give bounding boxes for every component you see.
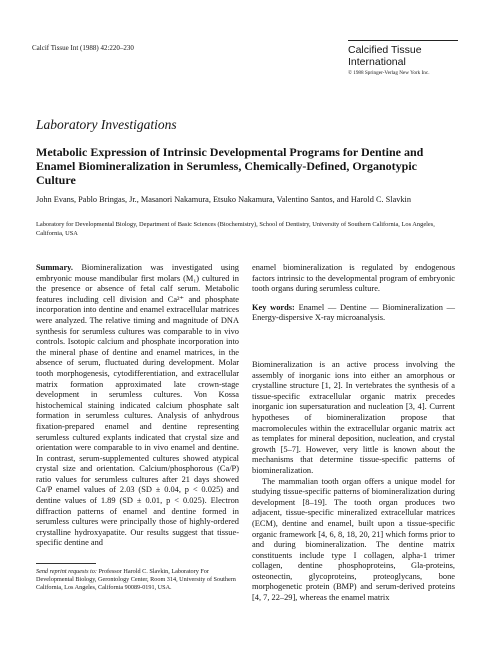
keywords-text: Enamel — Dentine — Biomineralization — Energy-dispersive X-ray microanalysis. [252, 302, 456, 323]
right-column-top [252, 263, 455, 324]
journal-citation: Calcif Tissue Int (1988) 42:220–230 [32, 44, 134, 52]
footnote-text: Professor Harold C. Slavkin, Laboratory For Developmental Biology, Gerontology Center, Room 314, University of Southern California, Los Angeles, California 90089-0191, USA. [36, 568, 236, 591]
footnote-label: Send reprint requests to: [36, 568, 97, 575]
summary-paragraph [36, 263, 239, 549]
journal-masthead [348, 40, 458, 76]
journal-name-line2: International [348, 56, 406, 68]
keywords-label: Key words: [252, 302, 295, 312]
affiliation: Laboratory for Developmental Biology, Department of Basic Sciences (Biochemistry), School of Dentistry, University of Southern California, Los Angeles, California, USA [36, 221, 435, 237]
keywords-paragraph [252, 303, 455, 324]
author-list: John Evans, Pablo Bringas, Jr., Masanori Nakamura, Etsuko Nakamura, Valentino Santos, and Harold C. Slavkin [36, 195, 411, 204]
reprint-footnote [36, 568, 239, 592]
journal-name-line1: Calcified Tissue [348, 44, 422, 56]
body-paragraph-1: Biomineralization is an active process involving the assembly of inorganic ions into either an amorphous or crystalline structure [1, 2]. In vertebrates the synthesis of a tissue-specific extracellular organic matrix precedes inorganic ion supersaturation and nucleation [3, 4]. Current hypotheses of biomineralization propose that macromolecules within the extracellular organic matrix act as templates for mineral deposition, nucleation, and crystal growth [5–7]. However, very little is known about the mechanisms that determine tissue-specific patterns of biomineralization. [252, 360, 455, 475]
footnote-divider [36, 563, 96, 564]
summary-continuation: enamel biomineralization is regulated by endogenous factors intrinsic to the developmental program of embryonic tooth organs during serumless culture. [252, 263, 455, 294]
paper-title: Metabolic Expression of Intrinsic Developmental Programs for Dentine and Enamel Biomineralization in Serumless, Chemically-Defined, Organotypic Culture [36, 145, 424, 187]
introduction-body [252, 360, 455, 604]
summary-label: Summary. [36, 263, 73, 272]
summary-column [36, 263, 239, 549]
summary-text: Biomineralization was investigated using embryonic mouse mandibular first molars (M₁) cultured in the presence or absence of fetal calf serum. Metabolic features including cell division and Ca²⁺ and phosphate incorporation into dentine and enamel extracellular matrices were analyzed. The relative timing and magnitude of DNA synthesis for serumless cultures was comparable to in vivo controls. Isotopic calcium and phosphate incorporation into the mineral phase of dentine and enamel matrices, in the absence of serum, fluctuated during development. Molar tooth morphogenesis, cytodifferentiation, and extracellular matrix formation approximated late crown-stage development in serumless cultures. Von Kossa histochemical staining indicated calcium phosphate salt formation in serumless cultures. Analysis of anhydrous fixation-prepared enamel and dentine representing serumless cultured explants indicated that crystal size and orientation were comparable to in vivo enamel and dentine. In contrast, serum-supplemented cultures showed atypical crystal size and orientation. Calcium/phosphorous (Ca/P) ratio values for serumless cultures after 21 days showed Ca/P enamel values of 2.03 (SD ± 0.04, p < 0.025) and dentine values of 1.89 (SD ± 0.01, p < 0.025). Electron diffraction patterns of enamel and dentine formed in serumless cultures were principally those of highly-ordered crystalline hydroxyapatite. Our results suggest that tissue-specific dentine and [36, 263, 239, 548]
journal-copyright: © 1988 Springer-Verlag New York Inc. [348, 70, 430, 76]
body-paragraph-2: The mammalian tooth organ offers a unique model for studying tissue-specific patterns of biomineralization during development [8–19]. The tooth organ produces two adjacent, tissue-specific mineralized extracellular matrices (ECM), dentine and enamel, built upon a tissue-specific organic framework [4, 6, 8, 18, 20, 21] which forms prior to and during biomineralization. The dentine matrix constituents include type I collagen, alpha-1 trimer collagen, dentine phosphoproteins, Gla-proteins, osteonectin, glycoproteins, proteoglycans, bone morphogenetic protein (BMP) and serum-derived proteins [4, 7, 22–29], whereas the enamel matrix [252, 476, 455, 603]
section-heading: Laboratory Investigations [36, 117, 177, 132]
